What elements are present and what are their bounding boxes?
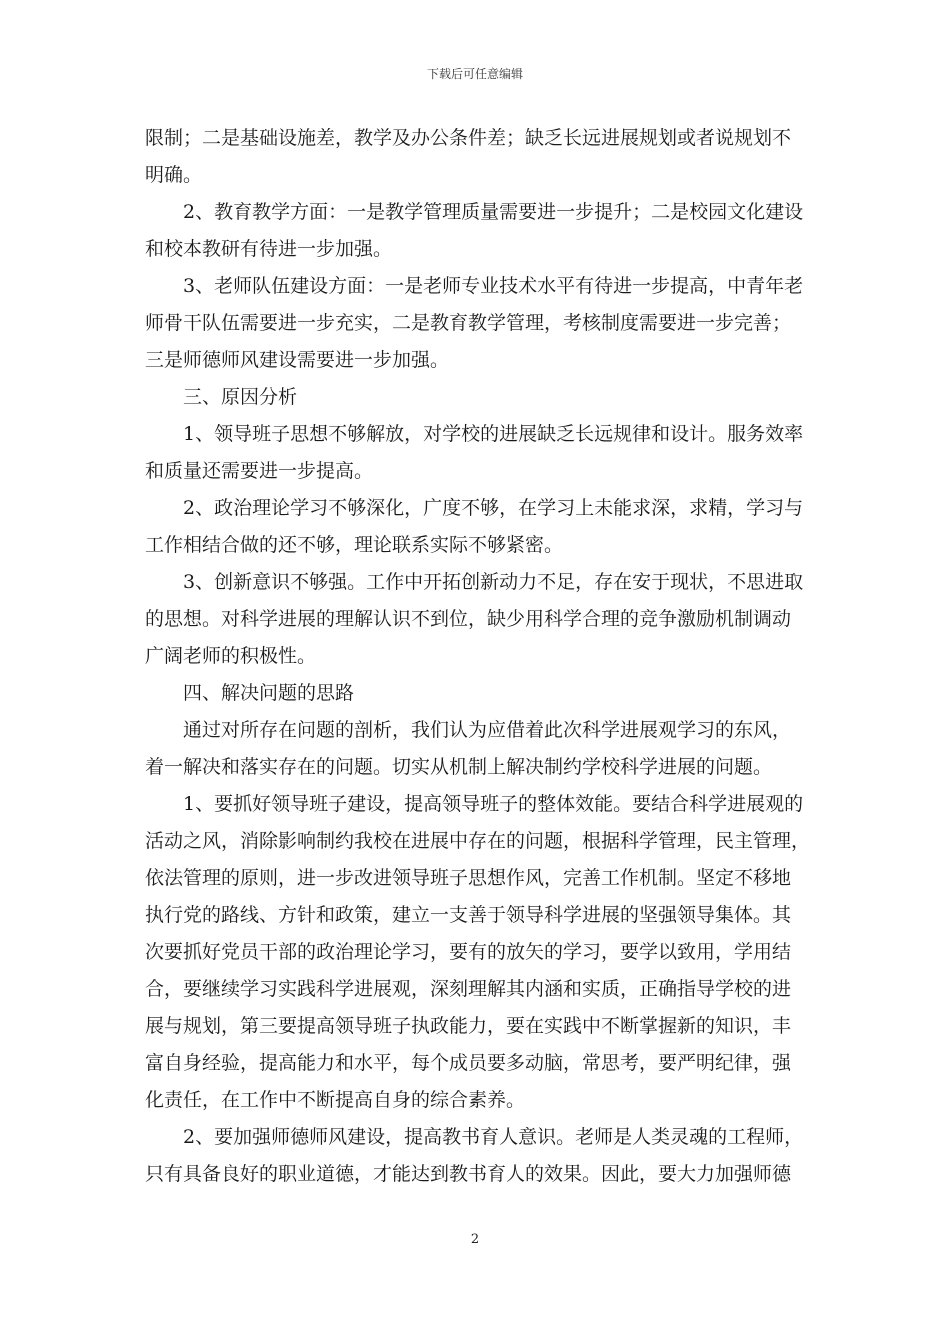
text-line: 和质量还需要进一步提高。 (145, 460, 374, 482)
text-line: 执行党的路线、方针和政策，建立一支善于领导科学进展的坚强领导集体。其 (145, 904, 792, 926)
text-line: 2、要加强师德师风建设，提高教书育人意识。老师是人类灵魂的工程师， (183, 1126, 804, 1148)
page-number: 2 (470, 1232, 480, 1247)
text-line: 3、老师队伍建设方面：一是老师专业技术水平有待进一步提高，中青年老 (183, 275, 804, 297)
text-line: 限制；二是基础设施差，教学及办公条件差；缺乏长远进展规划或者说规划不 (145, 127, 792, 149)
text-line: 依法管理的原则，进一步改进领导班子思想作风，完善工作机制。坚定不移地 (145, 867, 792, 889)
page-header: 下载后可任意编辑 (426, 67, 523, 81)
text-line: 明确。 (145, 164, 203, 186)
text-line: 2、政治理论学习不够深化，广度不够，在学习上未能求深，求精，学习与 (183, 497, 804, 519)
text-line: 1、领导班子思想不够解放，对学校的进展缺乏长远规律和设计。服务效率 (183, 423, 804, 445)
text-line: 三是师德师风建设需要进一步加强。 (145, 349, 450, 371)
text-line: 2、教育教学方面：一是教学管理质量需要进一步提升；二是校园文化建设 (183, 201, 804, 223)
text-line: 次要抓好党员干部的政治理论学习，要有的放矢的学习，要学以致用，学用结 (145, 941, 792, 963)
text-line: 化责任，在工作中不断提高自身的综合素养。 (145, 1089, 526, 1111)
text-line: 1、要抓好领导班子建设，提高领导班子的整体效能。要结合科学进展观的 (183, 793, 804, 815)
text-line: 工作相结合做的还不够，理论联系实际不够紧密。 (145, 534, 564, 556)
text-line: 合，要继续学习实践科学进展观，深刻理解其内涵和实质，正确指导学校的进 (145, 978, 792, 1000)
section-heading: 三、原因分析 (183, 386, 298, 408)
document-body (145, 120, 809, 1193)
text-line: 师骨干队伍需要进一步充实，二是教育教学管理，考核制度需要进一步完善； (145, 312, 792, 334)
text-line: 和校本教研有待进一步加强。 (145, 238, 393, 260)
text-line: 广阔老师的积极性。 (145, 645, 317, 667)
text-line: 只有具备良好的职业道德，才能达到教书育人的效果。因此，要大力加强师德 (145, 1163, 792, 1185)
text-line: 展与规划，第三要提高领导班子执政能力，要在实践中不断掌握新的知识，丰 (145, 1015, 792, 1037)
text-line: 的思想。对科学进展的理解认识不到位，缺少用科学合理的竞争激励机制调动 (145, 608, 792, 630)
section-heading: 四、解决问题的思路 (183, 682, 355, 704)
text-line: 富自身经验，提高能力和水平，每个成员要多动脑，常思考，要严明纪律，强 (145, 1052, 792, 1074)
text-line: 3、创新意识不够强。工作中开拓创新动力不足，存在安于现状，不思进取 (183, 571, 804, 593)
text-line: 通过对所存在问题的剖析，我们认为应借着此次科学进展观学习的东风， (183, 719, 792, 741)
text-line: 着一解决和落实存在的问题。切实从机制上解决制约学校科学进展的问题。 (145, 756, 773, 778)
text-line: 活动之风，消除影响制约我校在进展中存在的问题，根据科学管理，民主管理， (145, 830, 811, 852)
